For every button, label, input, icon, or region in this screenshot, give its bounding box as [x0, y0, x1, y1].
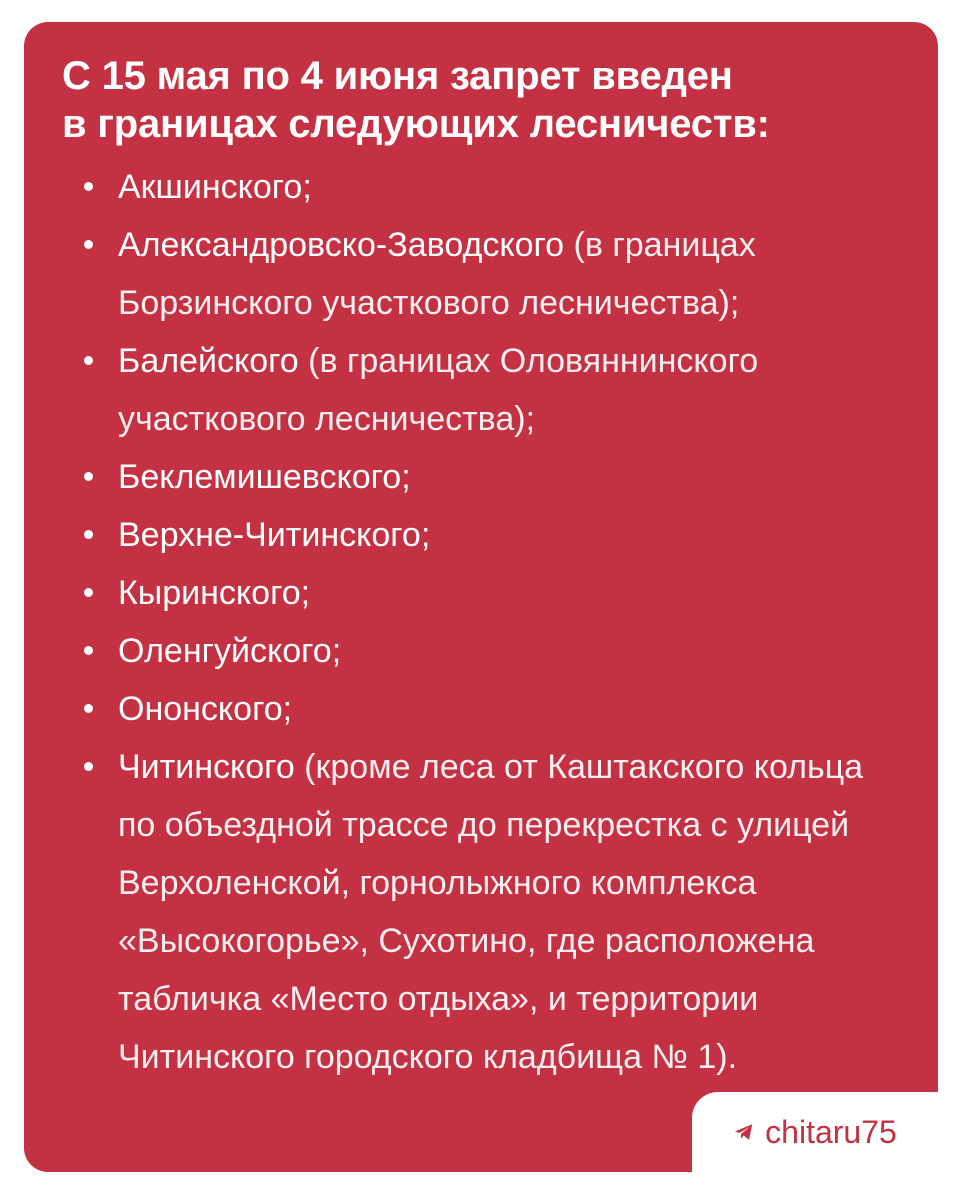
list-item: [62, 738, 898, 1086]
forestry-list: [62, 158, 898, 1086]
bullet-icon: [84, 356, 93, 365]
title-line-1: С 15 мая по 4 июня запрет введен: [62, 54, 733, 98]
list-item: [62, 158, 898, 216]
forestry-name: Кыринского;: [118, 574, 311, 612]
card-title: [62, 52, 898, 148]
forestry-name: Александровско-Заводского: [118, 226, 565, 264]
bullet-icon: [84, 646, 93, 655]
bullet-icon: [84, 182, 93, 191]
list-item: [62, 564, 898, 622]
forestry-name: Ононского;: [118, 690, 293, 728]
forestry-name: Верхне-Читинского;: [118, 516, 431, 554]
channel-name: chitaru75: [765, 1113, 897, 1150]
channel-badge[interactable]: [692, 1092, 938, 1172]
forestry-name: Балейского: [118, 342, 299, 380]
forestry-note: (в границах Борзинского участкового лесничества);: [118, 226, 756, 322]
title-line-2: в границах следующих лесничеств:: [62, 102, 770, 146]
bullet-icon: [84, 530, 93, 539]
forestry-name: Акшинского;: [118, 168, 312, 206]
list-item: [62, 216, 898, 332]
bullet-icon: [84, 472, 93, 481]
forestry-note: (кроме леса от Каштакского кольца по объездной трассе до перекрестка с улицей Верхоленской, горнолыжного комплекса «Высокогорье», Сухотино, где расположена табличка «Место отдыха», и территории Читинского городского кладбища № 1).: [118, 748, 864, 1076]
bullet-icon: [84, 240, 93, 249]
forestry-name: Читинского: [118, 748, 295, 786]
bullet-icon: [84, 588, 93, 597]
list-item: [62, 506, 898, 564]
list-item: [62, 680, 898, 738]
telegram-icon: [733, 1121, 755, 1143]
announcement-card: [24, 22, 938, 1172]
list-item: [62, 332, 898, 448]
forestry-note: (в границах Оловяннинского участкового лесничества);: [118, 342, 759, 438]
bullet-icon: [84, 762, 93, 771]
list-item: [62, 448, 898, 506]
forestry-name: Беклемишевского;: [118, 458, 411, 496]
list-item: [62, 622, 898, 680]
forestry-name: Оленгуйского;: [118, 632, 342, 670]
bullet-icon: [84, 704, 93, 713]
